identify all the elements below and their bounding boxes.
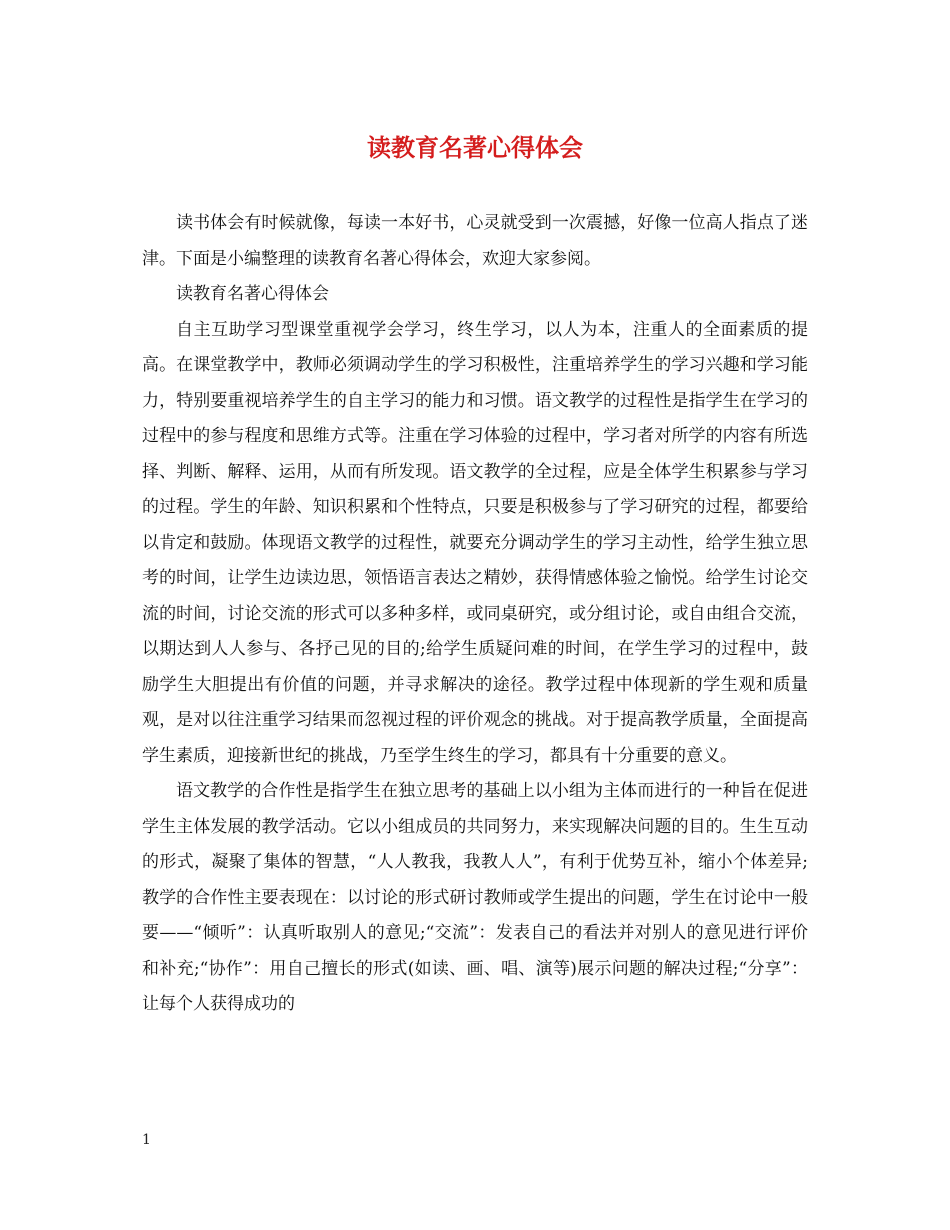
- document-body: [142, 206, 808, 1023]
- intro-paragraph: 读书体会有时候就像，每读一本好书，心灵就受到一次震撼，好像一位高人指点了迷津。下面是小编整理的读教育名著心得体会，欢迎大家参阅。: [142, 213, 808, 269]
- body-paragraph-1: 自主互助学习型课堂重视学会学习，终生学习，以人为本，注重人的全面素质的提高。在课堂教学中，教师必须调动学生的学习积极性，注重培养学生的学习兴趣和学习能力，特别要重视培养学生的自主学习的能力和习惯。语文教学的过程性是指学生在学习的过程中的参与程度和思维方式等。注重在学习体验的过程中，学习者对所学的内容有所选择、判断、解释、运用，从而有所发现。语文教学的全过程，应是全体学生积累参与学习的过程。学生的年龄、知识积累和个性特点，只要是积极参与了学习研究的过程，都要给以肯定和鼓励。体现语文教学的过程性，就要充分调动学生的学习主动性，给学生独立思考的时间，让学生边读边思，领悟语言表达之精妙，获得情感体验之愉悦。给学生讨论交流的时间，讨论交流的形式可以多种多样，或同桌研究，或分组讨论，或自由组合交流，以期达到人人参与、各抒己见的目的;给学生质疑问难的时间，在学生学习的过程中，鼓励学生大胆提出有价值的问题，并寻求解决的途径。教学过程中体现新的学生观和质量观，是对以往注重学习结果而忽视过程的评价观念的挑战。对于提高教学质量，全面提高学生素质，迎接新世纪的挑战，乃至学生终生的学习，都具有十分重要的意义。: [142, 319, 808, 766]
- body-paragraph-2: 语文教学的合作性是指学生在独立思考的基础上以小组为主体而进行的一种旨在促进学生主体发展的教学活动。它以小组成员的共同努力，来实现解决问题的目的。生生互动的形式，凝聚了集体的智慧，“人人教我，我教人人”，有利于优势互补，缩小个体差异;教学的合作性主要表现在：以讨论的形式研讨教师或学生提出的问题，学生在讨论中一般要——“倾听”：认真听取别人的意见;“交流”：发表自己的看法并对别人的意见进行评价和补充;“协作”：用自己擅长的形式(如读、画、唱、演等)展示问题的解决过程;“分享”：让每个人获得成功的: [142, 781, 808, 1014]
- section-subheading: 读教育名著心得体会: [176, 284, 329, 304]
- document-title: 读教育名著心得体会: [367, 133, 583, 162]
- page-number: 1: [142, 1132, 151, 1148]
